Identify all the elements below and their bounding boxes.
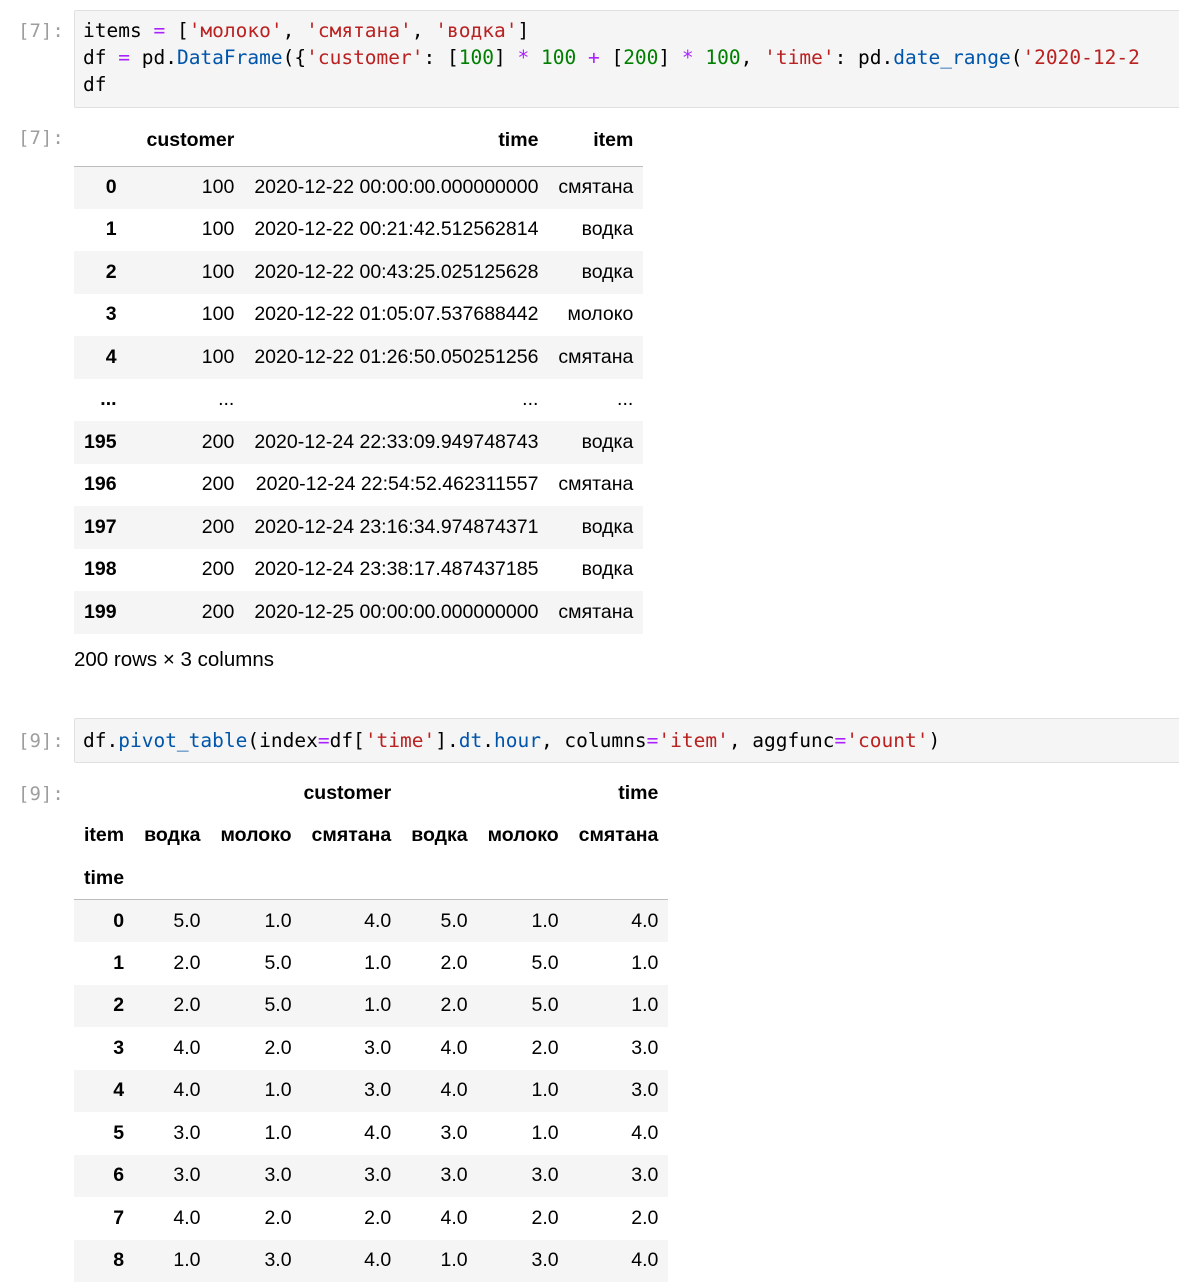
- code-token: ,: [412, 19, 435, 42]
- code-token: 100: [459, 46, 494, 69]
- table-cell: 5.0: [478, 942, 569, 985]
- table-cell: 1.0: [302, 985, 402, 1028]
- code-token: =: [835, 729, 847, 752]
- table-cell: 2.0: [478, 1197, 569, 1240]
- code-token: 'item': [658, 729, 728, 752]
- pivot-sub-header: смятана: [302, 815, 402, 858]
- code-token: df.: [83, 729, 118, 752]
- row-index: 197: [74, 506, 137, 549]
- pivot-sub-header: водка: [134, 815, 210, 858]
- cell2-output-prompt: [9]:: [18, 783, 70, 805]
- table-cell: 3.0: [134, 1112, 210, 1155]
- table-cell: 3.0: [569, 1027, 669, 1070]
- header-blank: [401, 857, 477, 900]
- table-cell: ...: [137, 379, 245, 422]
- table-cell: 2020-12-24 23:38:17.487437185: [244, 549, 548, 592]
- pivot-top-header-row: [74, 772, 668, 815]
- table-cell: 2.0: [210, 1027, 301, 1070]
- table-cell: 3.0: [569, 1155, 669, 1198]
- table-cell: 4.0: [401, 1197, 477, 1240]
- row-index: 198: [74, 549, 137, 592]
- code-token: 'смятана': [306, 19, 412, 42]
- row-index: 8: [74, 1240, 134, 1282]
- code-token: (: [1011, 46, 1023, 69]
- table-row: [74, 985, 668, 1028]
- table-cell: водка: [548, 421, 643, 464]
- row-index: 2: [74, 251, 137, 294]
- row-index: 1: [74, 209, 137, 252]
- table-row: [74, 591, 643, 634]
- code-line: [83, 17, 1179, 44]
- code-token: =: [647, 729, 659, 752]
- table-cell: 3.0: [210, 1240, 301, 1282]
- table-cell: 2.0: [134, 942, 210, 985]
- row-index: 0: [74, 900, 134, 943]
- code-token: +: [588, 46, 600, 69]
- code-token: hour: [494, 729, 541, 752]
- code-line: [83, 44, 1179, 71]
- code-token: 'time': [764, 46, 834, 69]
- table-cell: 1.0: [210, 1112, 301, 1155]
- table-cell: 1.0: [569, 942, 669, 985]
- table-cell: 3.0: [210, 1155, 301, 1198]
- code-token: 'водка': [435, 19, 517, 42]
- row-index: 2: [74, 985, 134, 1028]
- code-token: [529, 46, 541, 69]
- code-token: : [: [424, 46, 459, 69]
- cell2-pivot-table: [74, 772, 668, 1282]
- table-row: [74, 379, 643, 422]
- table-row: [74, 336, 643, 379]
- table-cell: 4.0: [302, 900, 402, 943]
- code-token: 100: [705, 46, 740, 69]
- table-cell: ...: [548, 379, 643, 422]
- code-token: dt: [459, 729, 482, 752]
- code-token: df[: [330, 729, 365, 752]
- row-index: 5: [74, 1112, 134, 1155]
- table-cell: 2.0: [569, 1197, 669, 1240]
- column-header: time: [244, 116, 548, 166]
- code-token: ].: [435, 729, 458, 752]
- table-cell: 3.0: [569, 1070, 669, 1113]
- table-cell: 4.0: [134, 1197, 210, 1240]
- code-token: (index: [247, 729, 317, 752]
- header-blank: [478, 857, 569, 900]
- table-cell: 1.0: [210, 1070, 301, 1113]
- column-header: [74, 116, 137, 166]
- table-cell: 2020-12-22 01:05:07.537688442: [244, 294, 548, 337]
- code-token: [: [600, 46, 623, 69]
- code-token: , columns: [541, 729, 647, 752]
- pivot-top-header: time: [401, 772, 668, 815]
- code-token: 200: [623, 46, 658, 69]
- table-cell: ...: [244, 379, 548, 422]
- row-index: 4: [74, 336, 137, 379]
- table-cell: смятана: [548, 591, 643, 634]
- code-token: ,: [741, 46, 764, 69]
- header-blank: [74, 772, 134, 815]
- table-cell: смятана: [548, 166, 643, 209]
- table-row: [74, 506, 643, 549]
- code-token: *: [517, 46, 529, 69]
- header-blank: [134, 857, 210, 900]
- table-cell: 2.0: [210, 1197, 301, 1240]
- table-row: [74, 1027, 668, 1070]
- code-token: .: [482, 729, 494, 752]
- table-row: [74, 549, 643, 592]
- row-index: 199: [74, 591, 137, 634]
- table-cell: 1.0: [478, 1070, 569, 1113]
- table-cell: 2020-12-22 00:00:00.000000000: [244, 166, 548, 209]
- table-row: [74, 1197, 668, 1240]
- code-token: ]: [658, 46, 681, 69]
- table-cell: 200: [137, 591, 245, 634]
- code-token: =: [318, 729, 330, 752]
- table-row: [74, 251, 643, 294]
- table-cell: 3.0: [478, 1240, 569, 1282]
- table-cell: 4.0: [302, 1240, 402, 1282]
- code-token: 100: [541, 46, 576, 69]
- code-token: 'time': [365, 729, 435, 752]
- cell1-input-prompt: [7]:: [18, 20, 70, 42]
- row-index: 3: [74, 294, 137, 337]
- table-row: [74, 1155, 668, 1198]
- pivot-index-name-row: [74, 857, 668, 900]
- table-cell: 4.0: [569, 1240, 669, 1282]
- table-cell: 1.0: [302, 942, 402, 985]
- table-row: [74, 294, 643, 337]
- code-token: =: [153, 19, 165, 42]
- cell1-dataframe-table: [74, 116, 643, 634]
- table-cell: 200: [137, 549, 245, 592]
- row-index: 6: [74, 1155, 134, 1198]
- header-blank: [210, 857, 301, 900]
- table-row: [74, 942, 668, 985]
- table-cell: 200: [137, 421, 245, 464]
- code-token: ,: [283, 19, 306, 42]
- cell1-output-prompt: [7]:: [18, 127, 70, 149]
- table-cell: водка: [548, 549, 643, 592]
- table-cell: 2.0: [401, 985, 477, 1028]
- table-row: [74, 166, 643, 209]
- table-header-row: [74, 116, 643, 166]
- code-token: ({: [283, 46, 306, 69]
- pivot-top-header: customer: [134, 772, 401, 815]
- code-token: : pd.: [835, 46, 894, 69]
- pivot-sub-header-row: [74, 815, 668, 858]
- table-cell: 2.0: [401, 942, 477, 985]
- table-cell: 5.0: [134, 900, 210, 943]
- code-token: DataFrame: [177, 46, 283, 69]
- table-cell: 3.0: [302, 1027, 402, 1070]
- table-cell: 3.0: [302, 1070, 402, 1113]
- row-index: 195: [74, 421, 137, 464]
- code-token: 'customer': [306, 46, 423, 69]
- table-row: [74, 421, 643, 464]
- table-cell: 5.0: [401, 900, 477, 943]
- table-cell: смятана: [548, 336, 643, 379]
- header-blank: [569, 857, 669, 900]
- pivot-sub-header: молоко: [478, 815, 569, 858]
- code-token: [576, 46, 588, 69]
- code-token: =: [118, 46, 130, 69]
- code-token: pd.: [130, 46, 177, 69]
- columns-name: item: [74, 815, 134, 858]
- code-token: 'молоко': [189, 19, 283, 42]
- table-cell: 3.0: [302, 1155, 402, 1198]
- table-cell: 1.0: [478, 1112, 569, 1155]
- table-cell: 4.0: [134, 1070, 210, 1113]
- code-token: [694, 46, 706, 69]
- pivot-sub-header: молоко: [210, 815, 301, 858]
- table-cell: 2020-12-22 01:26:50.050251256: [244, 336, 548, 379]
- table-cell: 2.0: [302, 1197, 402, 1240]
- table-cell: 200: [137, 464, 245, 507]
- row-index: 7: [74, 1197, 134, 1240]
- table-cell: молоко: [548, 294, 643, 337]
- table-cell: 2020-12-24 22:33:09.949748743: [244, 421, 548, 464]
- table-cell: 1.0: [210, 900, 301, 943]
- code-token: items: [83, 19, 153, 42]
- table-cell: 2.0: [134, 985, 210, 1028]
- table-cell: 2020-12-25 00:00:00.000000000: [244, 591, 548, 634]
- table-cell: 2020-12-22 00:43:25.025125628: [244, 251, 548, 294]
- column-header: item: [548, 116, 643, 166]
- row-index: 196: [74, 464, 137, 507]
- table-cell: 2020-12-22 00:21:42.512562814: [244, 209, 548, 252]
- table-cell: 5.0: [478, 985, 569, 1028]
- code-line: [83, 727, 1179, 754]
- row-index: 4: [74, 1070, 134, 1113]
- table-cell: 100: [137, 209, 245, 252]
- cell1-code-editor[interactable]: [74, 10, 1179, 108]
- code-token: 'count': [846, 729, 928, 752]
- table-cell: водка: [548, 251, 643, 294]
- row-index: 1: [74, 942, 134, 985]
- table-cell: 5.0: [210, 985, 301, 1028]
- row-index: ...: [74, 379, 137, 422]
- table-cell: 2.0: [478, 1027, 569, 1070]
- table-cell: 2020-12-24 22:54:52.462311557: [244, 464, 548, 507]
- table-cell: 4.0: [569, 900, 669, 943]
- code-token: ]: [517, 19, 529, 42]
- table-row: [74, 900, 668, 943]
- table-row: [74, 1240, 668, 1282]
- table-cell: 3.0: [401, 1155, 477, 1198]
- code-token: ]: [494, 46, 517, 69]
- table-row: [74, 1070, 668, 1113]
- table-cell: 4.0: [134, 1027, 210, 1070]
- table-row: [74, 209, 643, 252]
- pivot-sub-header: смятана: [569, 815, 669, 858]
- table-cell: 4.0: [302, 1112, 402, 1155]
- code-token: df: [83, 73, 106, 96]
- dataframe-shape-note: 200 rows × 3 columns: [74, 648, 274, 672]
- table-cell: 2020-12-24 23:16:34.974874371: [244, 506, 548, 549]
- table-cell: 1.0: [401, 1240, 477, 1282]
- code-token: '2020-12-2: [1022, 46, 1139, 69]
- table-cell: 1.0: [478, 900, 569, 943]
- code-token: date_range: [893, 46, 1010, 69]
- table-cell: 3.0: [134, 1155, 210, 1198]
- table-cell: 1.0: [134, 1240, 210, 1282]
- table-cell: 3.0: [478, 1155, 569, 1198]
- row-index: 3: [74, 1027, 134, 1070]
- table-cell: водка: [548, 506, 643, 549]
- table-cell: 5.0: [210, 942, 301, 985]
- code-token: *: [682, 46, 694, 69]
- table-cell: 100: [137, 294, 245, 337]
- table-row: [74, 1112, 668, 1155]
- table-cell: 4.0: [401, 1070, 477, 1113]
- table-cell: 100: [137, 166, 245, 209]
- cell2-input-prompt: [9]:: [18, 730, 70, 752]
- table-cell: смятана: [548, 464, 643, 507]
- code-token: df: [83, 46, 118, 69]
- table-cell: водка: [548, 209, 643, 252]
- table-cell: 4.0: [401, 1027, 477, 1070]
- column-header: customer: [137, 116, 245, 166]
- code-token: ): [928, 729, 940, 752]
- table-cell: 200: [137, 506, 245, 549]
- code-line: [83, 71, 1179, 98]
- index-name: time: [74, 857, 134, 900]
- row-index: 0: [74, 166, 137, 209]
- table-cell: 4.0: [569, 1112, 669, 1155]
- table-cell: 100: [137, 251, 245, 294]
- table-cell: 1.0: [569, 985, 669, 1028]
- pivot-sub-header: водка: [401, 815, 477, 858]
- table-row: [74, 464, 643, 507]
- code-token: , aggfunc: [729, 729, 835, 752]
- code-token: [: [165, 19, 188, 42]
- table-cell: 3.0: [401, 1112, 477, 1155]
- cell2-code-editor[interactable]: [74, 718, 1179, 763]
- header-blank: [302, 857, 402, 900]
- table-cell: 100: [137, 336, 245, 379]
- code-token: pivot_table: [118, 729, 247, 752]
